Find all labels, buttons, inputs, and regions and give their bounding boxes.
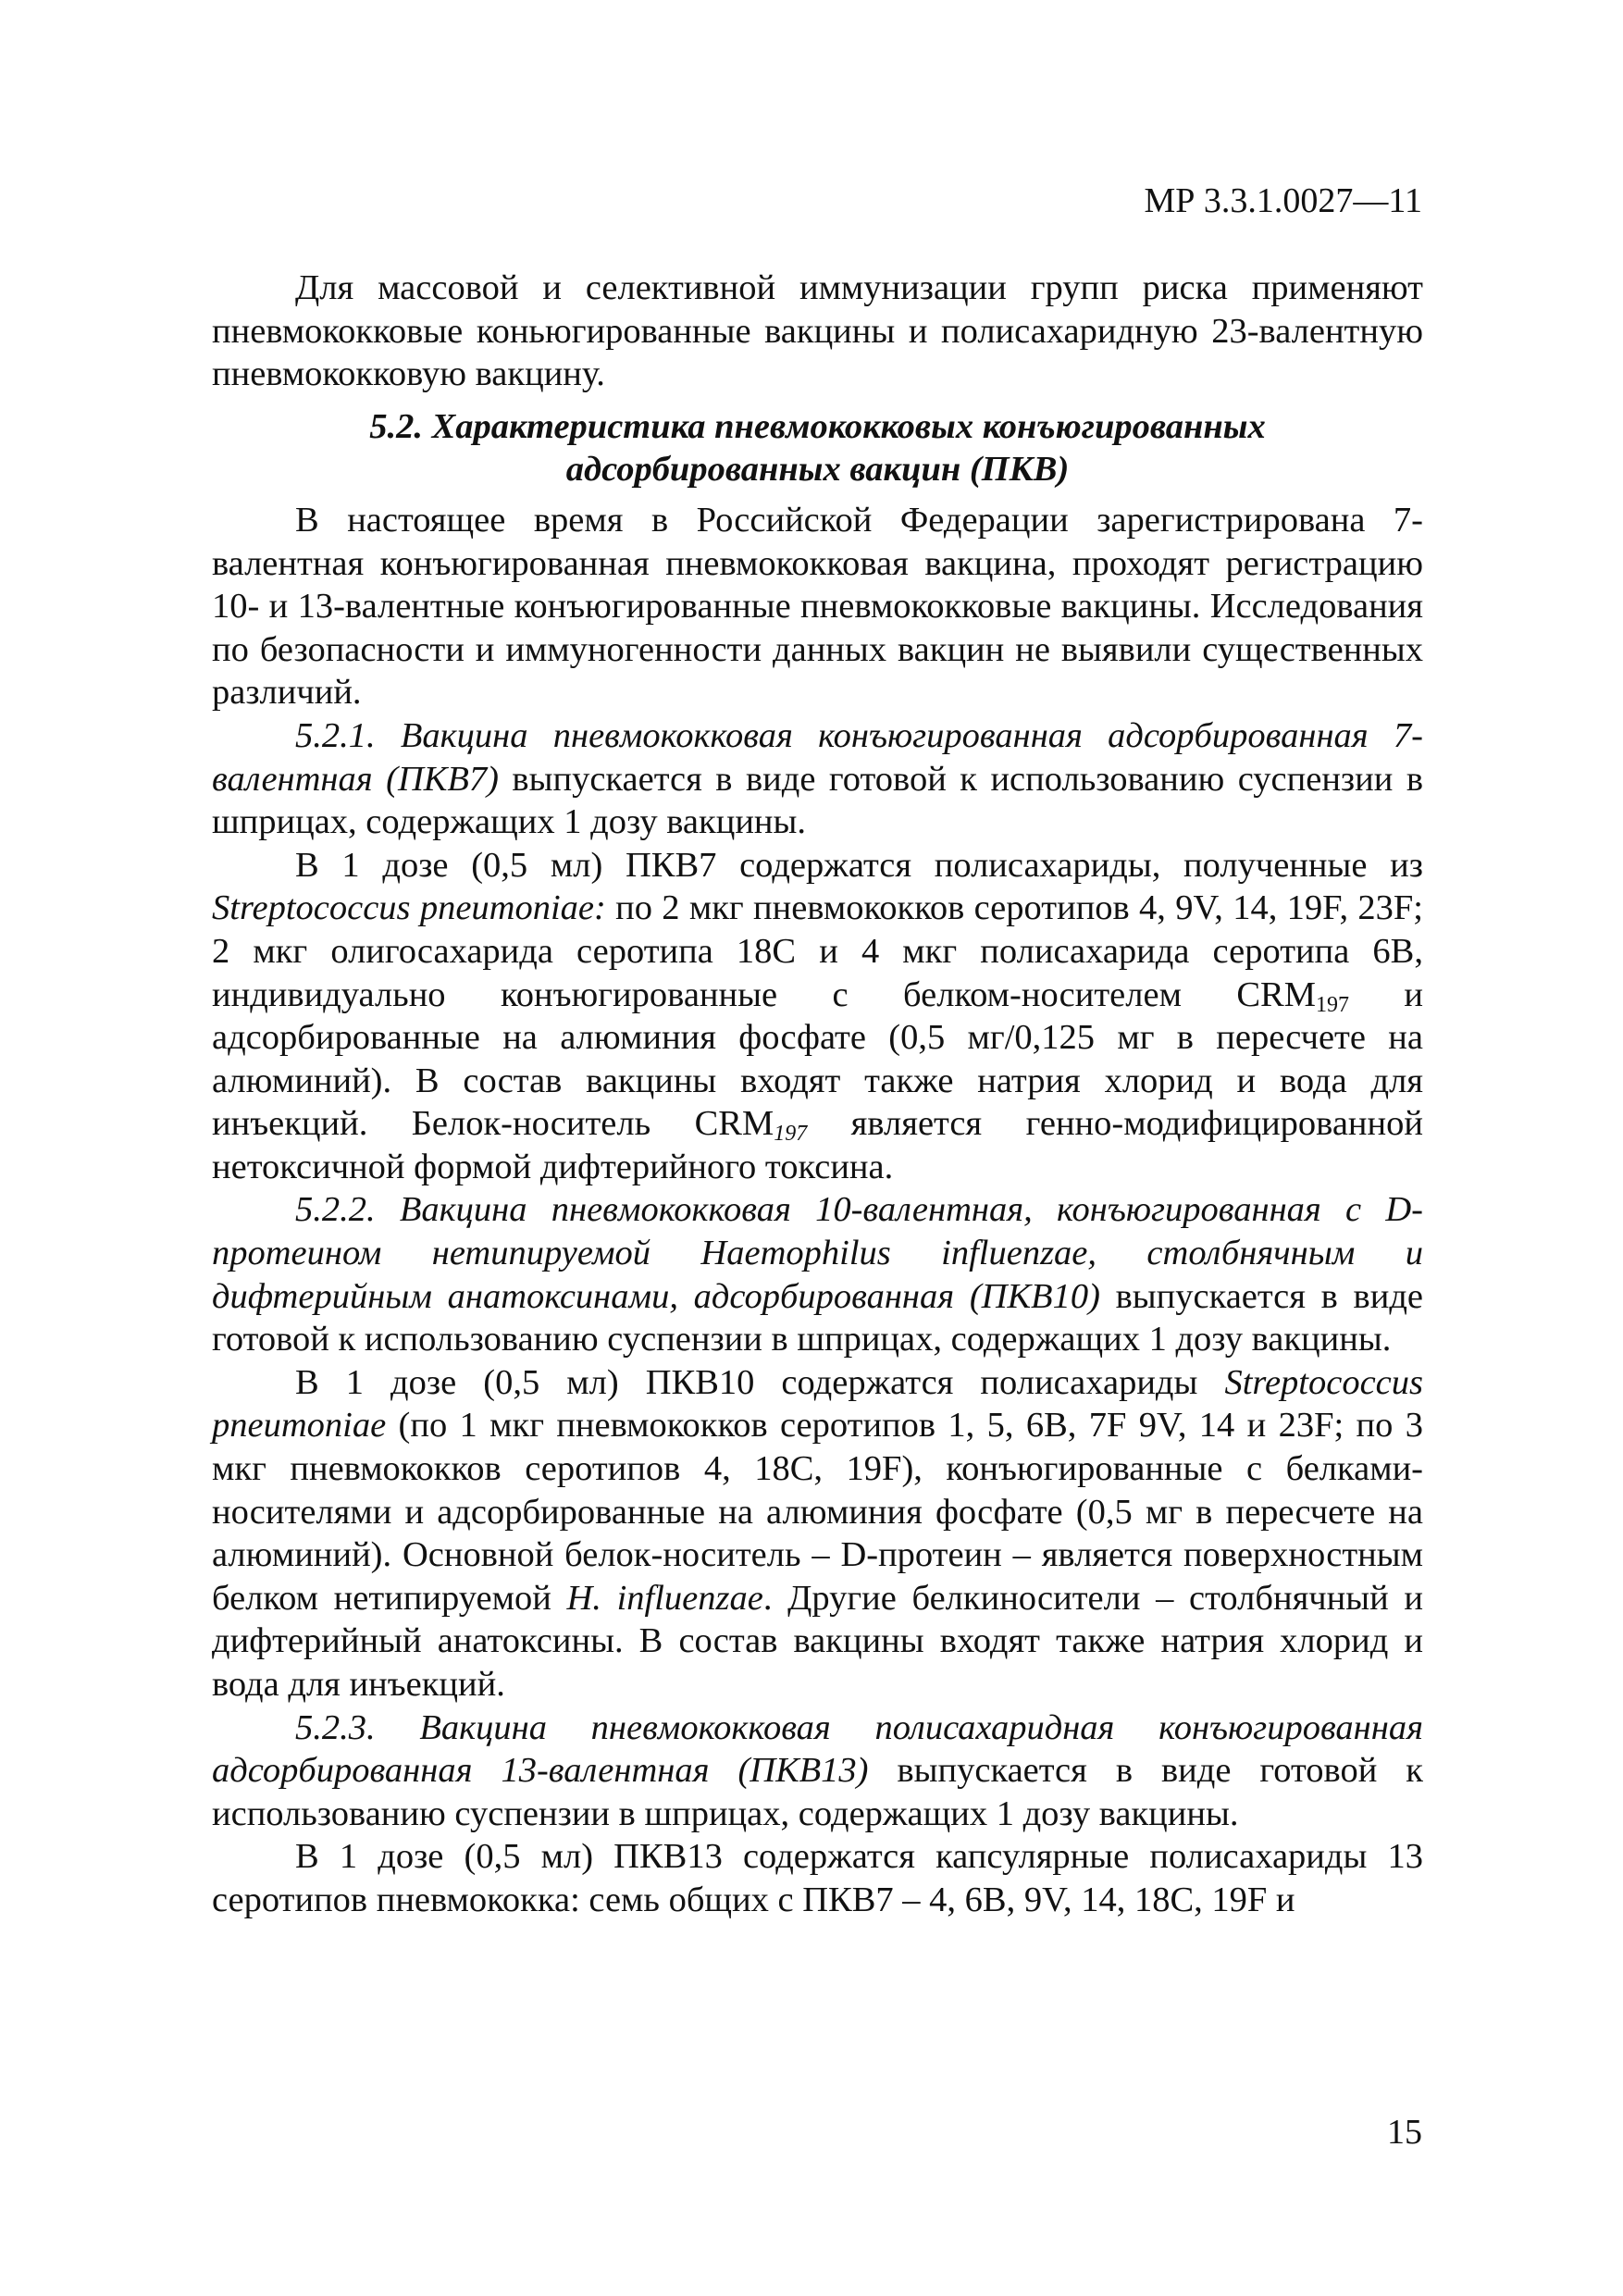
pkv7-text-4: является генно-модифицированной нетоксичной формой дифтерийного токсина.: [212, 1104, 1423, 1186]
pkv10-species: Streptococcus pneumoniae: [212, 1362, 1423, 1446]
subsection-title-5-2-1: 5.2.1. Вакцина пневмококковая конъюгированная адсорбированная 7-валентная (ПКВ7): [212, 715, 1423, 799]
subsection-text-5-2-1: выпускается в виде готовой к использованию суспензии в шприцах, содержащих 1 дозу вакцины.: [212, 759, 1423, 842]
pkv7-subscript-1: 197: [1315, 992, 1349, 1017]
paragraph-pkv7-composition: [212, 844, 1423, 1189]
section-heading-line-2: адсорбированных вакцин (ПКВ): [565, 450, 1070, 490]
pkv10-text-3: . Другие белкиносители – столбнячный и дифтерийный анатоксины. В состав вакцины входят также натрия хлорид и вода для инъекций.: [212, 1578, 1423, 1704]
pkv7-subscript-2: 197: [774, 1122, 808, 1147]
pkv7-text-2: по 2 мкг пневмококков серотипов 4, 9V, 14, 19F, 23F; 2 мкг олигосахарида серотипа 18С и 4 мкг полисахарида серотипа 6В, индивидуально конъюгированные с белком-носителем CRM: [212, 888, 1424, 1014]
pkv7-text-3: и адсорбированные на алюминия фосфате (0,5 мг/0,125 мг в пересчете на алюминий). В состав вакцины входят также натрия хлорид и вода для инъекций. Белок-носитель CRM: [212, 974, 1424, 1144]
paragraph-5-2-2: [212, 1188, 1423, 1360]
subsection-title-5-2-3: 5.2.3. Вакцина пневмококковая полисахаридная конъюгированная адсорбированная 13-валентная (ПКВ13): [212, 1707, 1423, 1791]
paragraph-5-2-3: [212, 1706, 1423, 1836]
subsection-text-5-2-2: выпускается в виде готовой к использованию суспензии в шприцах, содержащих 1 дозу вакцины.: [212, 1276, 1424, 1359]
document-code: МР 3.3.1.0027—11: [1144, 181, 1422, 220]
paragraph-registration: В настоящее время в Российской Федерации зарегистрирована 7-валентная конъюгированная пневмококковая вакцина, проходят регистрацию 10- и 13-валентные конъюгированные пневмококковые вакцины. Исследования по безопасности и иммуногенности данных вакцин не выявили существенных различий.: [212, 500, 1423, 713]
paragraph-intro: Для массовой и селективной иммунизации групп риска применяют пневмококковые коньюгированные вакцины и полисахаридную 23-валентную пневмококковую вакцину.: [212, 268, 1423, 394]
pkv10-text-2: (по 1 мкг пневмококков серотипов 1, 5, 6В, 7F 9V, 14 и 23F; по 3 мкг пневмококков серотипов 4, 18С, 19F), конъюгированные с белками-носителями и адсорбированные на алюминия фосфате (0,5 мг в пересчете на алюминий). Основной белок-носитель – D-протеин – является поверхностным белком нетипируемой: [212, 1406, 1423, 1618]
pkv7-species: Streptococcus pneumoniae:: [212, 888, 606, 928]
paragraph-pkv13-composition: В 1 дозе (0,5 мл) ПКВ13 содержатся капсулярные полисахариды 13 серотипов пневмококка: семь общих с ПКВ7 – 4, 6В, 9V, 14, 18С, 19F и: [212, 1837, 1423, 1919]
section-heading-5-2: [212, 405, 1423, 491]
page-number: 15: [1387, 2113, 1422, 2152]
pkv10-text-1: В 1 дозе (0,5 мл) ПКВ10 содержатся полисахариды: [295, 1362, 1225, 1402]
section-heading-line-1: 5.2. Характеристика пневмококковых конъюгированных: [369, 406, 1266, 446]
pkv7-text-1: В 1 дозе (0,5 мл) ПКВ7 содержатся полисахариды, полученные из: [295, 845, 1423, 885]
subsection-text-5-2-3: выпускается в виде готовой к использованию суспензии в шприцах, содержащих 1 дозу вакцины.: [212, 1751, 1423, 1833]
subsection-title-5-2-2: 5.2.2. Вакцина пневмококковая 10-валентная, конъюгированная с D-протеином нетипируемой Haemophilus influenzae, столбнячным и дифтерийным анатоксинами, адсорбированная (ПКВ10): [212, 1190, 1423, 1316]
paragraph-pkv10-composition: [212, 1361, 1423, 1706]
paragraph-5-2-1: [212, 714, 1423, 844]
document-body: [212, 267, 1423, 1922]
pkv10-species-2: H. influenzae: [566, 1578, 763, 1618]
